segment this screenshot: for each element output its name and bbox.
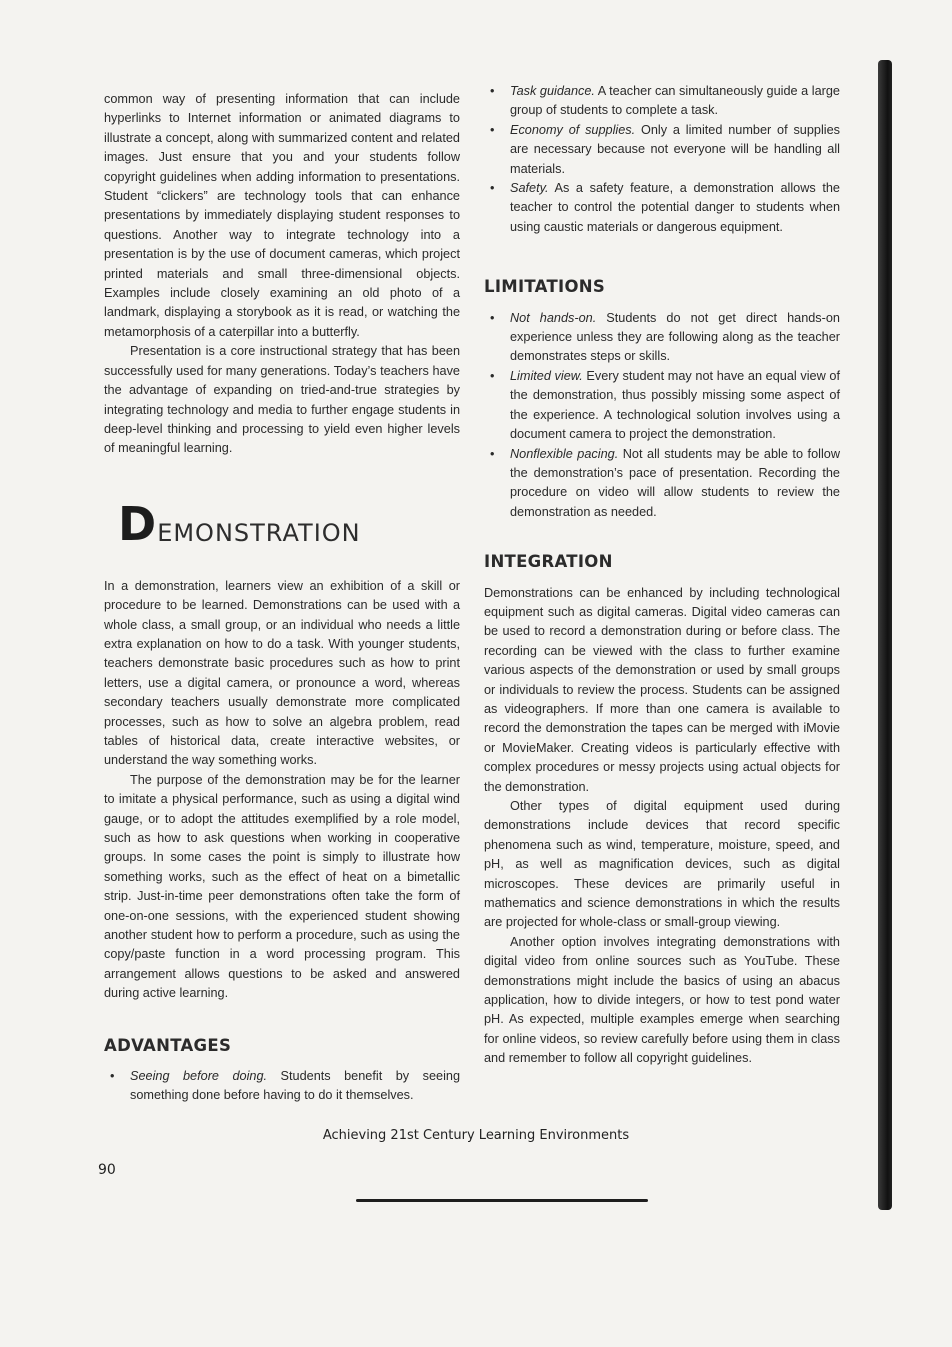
advantages-heading: ADVANTAGES	[104, 1035, 232, 1055]
demonstration-paragraph: In a demonstration, learners view an exhibition of a skill or procedure to be learned. Demonstrations can be used with a whole class, a small group, or an individual who needs a little extra explanation on how to do a task. With younger students, teachers demonstrate basic procedures such as how to print letters, use a digital camera, or pronounce a word, whereas secondary teachers usually demonstrate more complicated processes, such as how to solve an algebra problem, read tables of historical data, create interactive websites, or understand the way something works.	[104, 578, 460, 768]
limitation-text: Every student may not have an equal view of the demonstration, thus possibly missing some aspect of the experience. A technological solution involves using a document camera to project the demonstration.	[510, 368, 840, 442]
online-video-paragraph: Another option involves integrating demonstrations with digital video from online sources such as YouTube. These demonstrations might include the basics of using an abacus application, how to divide integers, or how to test pond water pH. As expected, multiple examples emerge when searching for online videos, so review carefully before using them in class and remember to follow all copyright guidelines.	[484, 934, 840, 1066]
advantage-item	[484, 179, 840, 237]
advantage-text: Only a limited number of supplies are necessary because not everyone will be handling all materials.	[510, 122, 840, 176]
limitation-term: Limited view.	[510, 368, 583, 383]
advantage-text: A teacher can simultaneously guide a large group of students to complete a task.	[510, 84, 840, 118]
footer-rule	[356, 1199, 648, 1202]
advantages-list-continued	[484, 82, 840, 237]
integration-paragraph: Demonstrations can be enhanced by including technological equipment such as digital cameras. Digital video cameras can be used to record a demonstration during or before class. The recording can be viewed with the class to further examine various aspects of the demonstration or used by small groups or individuals to review the process. Students can be assigned as videographers. If more than one camera is available to record the demonstration the tapes can be merged with iMovie or MovieMaker. Creating videos is particularly effective with complex procedures or messy projects using actual objects for the demonstration.	[484, 585, 840, 794]
section-title-rest: EMONSTRATION	[157, 518, 361, 547]
left-column	[104, 90, 460, 1106]
advantage-term: Seeing before doing.	[130, 1069, 268, 1084]
advantages-list	[104, 1067, 460, 1106]
advantage-item	[104, 1067, 460, 1106]
limitation-item	[484, 445, 840, 523]
integration-heading: INTEGRATION	[484, 552, 613, 572]
limitation-item	[484, 309, 840, 367]
presentation-paragraph: Presentation is a core instructional strategy that has been successfully used for many generations. Today’s teachers have the advantage of expanding on tried-and-true strategies by integrating technology and media to further engage students in deep-level thinking and processing to yield even higher levels of meaningful learning.	[104, 344, 460, 456]
advantage-term: Safety.	[510, 181, 549, 196]
section-title-initial: D	[118, 496, 157, 551]
purpose-paragraph: The purpose of the demonstration may be for the learner to imitate a physical performance, such as using a digital wind gauge, or to adopt the attitudes exemplified by a role model, such as how to ask questions when working in cooperative groups. In some cases the point is simply to illustrate how something works, such as the effect of heat on a bimetallic strip. Just-in-time peer demonstrations often take the form of one-on-one sessions, with the experienced student showing another student how to perform a procedure, such as using the copy/paste function in a word processing program. This arrangement allows questions to be asked and answered during active learning.	[104, 772, 460, 1001]
section-title	[118, 495, 460, 551]
equipment-paragraph: Other types of digital equipment used during demonstrations include devices that record specific phenomena such as wind, temperature, moisture, speed, and pH, as well as magnification devices, such as digital microscopes. These devices are primarily useful in mathematics and science demonstrations in which the results are projected for whole-class or small-group viewing.	[484, 799, 840, 930]
limitation-term: Nonflexible pacing.	[510, 446, 619, 461]
limitation-term: Not hands-on.	[510, 310, 597, 325]
page-number: 90	[98, 1162, 116, 1178]
limitation-text: Students do not get direct hands-on experience unless they are following along as the teacher demonstrates steps or skills.	[510, 310, 840, 364]
advantage-text: Students benefit by seeing something done before having to do it themselves.	[130, 1069, 460, 1103]
advantage-item	[484, 82, 840, 121]
right-column	[484, 82, 840, 1069]
advantage-term: Economy of supplies.	[510, 122, 636, 137]
advantage-item	[484, 121, 840, 179]
advantage-text: As a safety feature, a demonstration allows the teacher to control the potential danger to students when using caustic materials or dangerous equipment.	[510, 181, 840, 234]
limitation-text: Not all students may be able to follow the demonstration’s pace of presentation. Recording the procedure on video will allow students to review the demonstration as needed.	[510, 446, 840, 519]
advantage-term: Task guidance.	[510, 84, 595, 98]
intro-paragraph: common way of presenting information that can include hyperlinks to Internet information or animated diagrams to illustrate a concept, along with summarized content and related images. Just ensure that you and your students follow copyright guidelines when adding information to presentations. Student “clickers” are technology tools that can enhance presentations by immediately displaying student responses to questions. Another way to integrate technology into a presentation is by the use of document cameras, which project printed materials and small three-dimensional objects. Examples include closely examining an old photo of a landmark, displaying a storybook as it is read, or watching the metamorphosis of a caterpillar into a butterfly.	[104, 92, 460, 339]
limitations-list	[484, 309, 840, 522]
limitation-item	[484, 367, 840, 445]
book-binding-edge	[878, 60, 892, 1210]
limitations-heading: LIMITATIONS	[484, 277, 606, 297]
running-footer: Achieving 21st Century Learning Environments	[322, 1128, 630, 1143]
